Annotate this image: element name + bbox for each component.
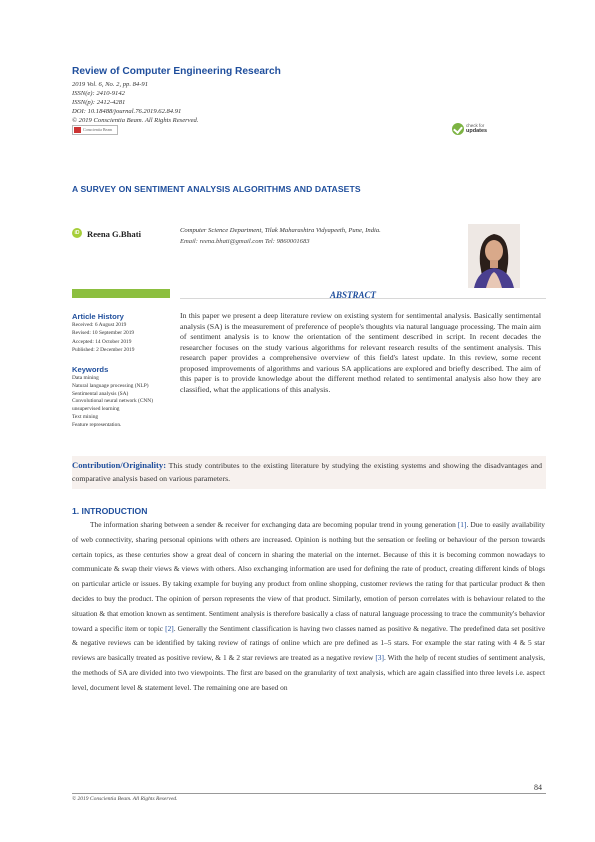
intro-text-part: The information sharing between a sender & receiver for exchanging data are becoming popular trend in young generation — [90, 520, 458, 529]
revised-date: Revised: 10 September 2019 — [72, 330, 135, 337]
keyword-item: Sentimental analysis (SA) — [72, 390, 129, 397]
volume-line: 2019 Vol. 6, No. 2, pp. 84-91 — [72, 81, 149, 88]
citation-link-2[interactable]: [2] — [165, 623, 174, 633]
citation-link-3[interactable]: [3] — [375, 653, 384, 663]
orcid-icon[interactable]: iD — [72, 228, 82, 238]
keywords-list — [72, 375, 167, 430]
publisher-logo — [72, 125, 118, 135]
keyword-item: Natural language processing (NLP) — [72, 382, 149, 389]
article-history-heading: Article History — [72, 312, 124, 321]
footer-divider — [72, 793, 546, 794]
keyword-item: Text mining — [72, 413, 99, 420]
intro-text-part: . Due to easily availability of web connectivity, sharing personal opinions with others are increased. Opinion is nothing but the sensation or feeling or behaviour of the person towards certain topics, as these centuries show a great deal of concern in sharing the material on the internet. Because of this it is becoming common nowadays to communicate & swap their views & views with others. Also exchanging information are used for defining the rate of product, creating different kinds of blogs on particular article or issues. By taking example for buying any product from online shopping, customer reviews the rating for that particular product & then decides to buy the product. The opinion of person represents the view of that product. Similarly, emotion of person correlates with is behaviour related to the situation & that emotion known as sentiment. Sentiment analysis is therefore basically a class of natural language processing to trace the community's behavior toward a specific item or topic — [72, 520, 545, 633]
page-number: 84 — [534, 783, 542, 792]
accepted-date: Accepted: 14 October 2019 — [72, 338, 132, 345]
badge-top-text: check for — [466, 123, 485, 128]
author-portrait-image — [468, 224, 520, 288]
intro-text-part: . With the help of recent studies of sentiment analysis, the methods of SA are divided into two viewpoints. The first are based on the granularity of text analysis, which are again classified into three levels i.e. aspect level, document level & statement level. The remaining one are based on — [72, 653, 546, 692]
keyword-item: Convolutional neural network (CNN) unsupervised learning — [72, 398, 153, 413]
author-affiliation: Computer Science Department, Tilak Maharashtra Vidyapeeth, Pune, India. — [180, 227, 381, 234]
journal-meta — [72, 80, 199, 125]
introduction-heading: 1. INTRODUCTION — [72, 506, 148, 516]
contribution-text: This study contributes to the existing literature by studying the existing systems and showing the disadvantages and comparative analysis based on various parameters. — [72, 461, 542, 483]
introduction-body — [72, 518, 545, 696]
badge-bottom-text: updates — [466, 128, 488, 134]
contribution-paragraph — [72, 456, 546, 486]
article-history-list — [72, 321, 134, 354]
author-photo — [468, 224, 520, 288]
copyright-line: © 2019 Conscientia Beam. All Rights Reserved. — [72, 117, 199, 124]
author-email: Email: reena.bhati@gmail.com Tel: 9860001683 — [180, 238, 310, 245]
check-icon — [452, 123, 464, 135]
issn-e-line: ISSN(e): 2410-9142 — [72, 90, 125, 97]
citation-link-1[interactable]: [1] — [457, 520, 467, 529]
check-for-updates-badge[interactable] — [452, 122, 492, 136]
intro-text-part: . Generally the Sentiment classification is having two classes named as positive & negative. The predefined data set positive & negative reviews can be identified by taking review of ratings of online which are pre defined as 1–5 stars. For example the star rating with 4 & 5 star reviews are basically treated as positive review, & 1 & 2 star reviews are treated as a negative review — [72, 623, 545, 663]
article-history-bar — [72, 289, 170, 298]
contribution-box — [72, 456, 546, 489]
footer-copyright: © 2019 Conscientia Beam. All Rights Reserved. — [72, 796, 178, 802]
issn-p-line: ISSN(p): 2412-4281 — [72, 99, 126, 106]
contribution-label: Contribution/Originality: — [72, 460, 167, 470]
journal-name: Review of Computer Engineering Research — [72, 66, 281, 77]
published-date: Published: 2 December 2019 — [72, 346, 135, 353]
abstract-text: In this paper we present a deep literature review on existing system for sentimental analysis. Basically sentimental analysis (SA) is the measurement of preference of people's thoughts via natural language processing. The main aim of sentiment analysis is to know the orientation of the sentiment described in script. In recent decades the researcher focuses on the study various algorithms for relevant research results of the sentiment analysis. This research paper provides a comprehensive overview of this field's latest update. In this review, some recent proposed improvements of algorithms and various SA applications are explored and briefly described. The aim of this paper is to provide knowledge about the different method related to sentimental analysis also how they are classified, what the applications of this analysis. — [180, 311, 541, 394]
abstract-heading: ABSTRACT — [330, 290, 377, 300]
keyword-item: Data mining — [72, 375, 99, 381]
introduction-paragraph — [72, 518, 545, 696]
received-date: Received: 6 August 2019 — [72, 322, 127, 328]
logo-mark-icon — [74, 127, 81, 133]
logo-text: Conscientia Beam — [83, 127, 113, 132]
doi-line: DOI: 10.18488/journal.76.2019.62.84.91 — [72, 108, 182, 115]
article-title: A SURVEY ON SENTIMENT ANALYSIS ALGORITHMS AND DATASETS — [72, 184, 361, 194]
keyword-item: Feature representation. — [72, 421, 122, 428]
keywords-heading: Keywords — [72, 365, 109, 374]
author-name: Reena G.Bhati — [87, 229, 141, 239]
